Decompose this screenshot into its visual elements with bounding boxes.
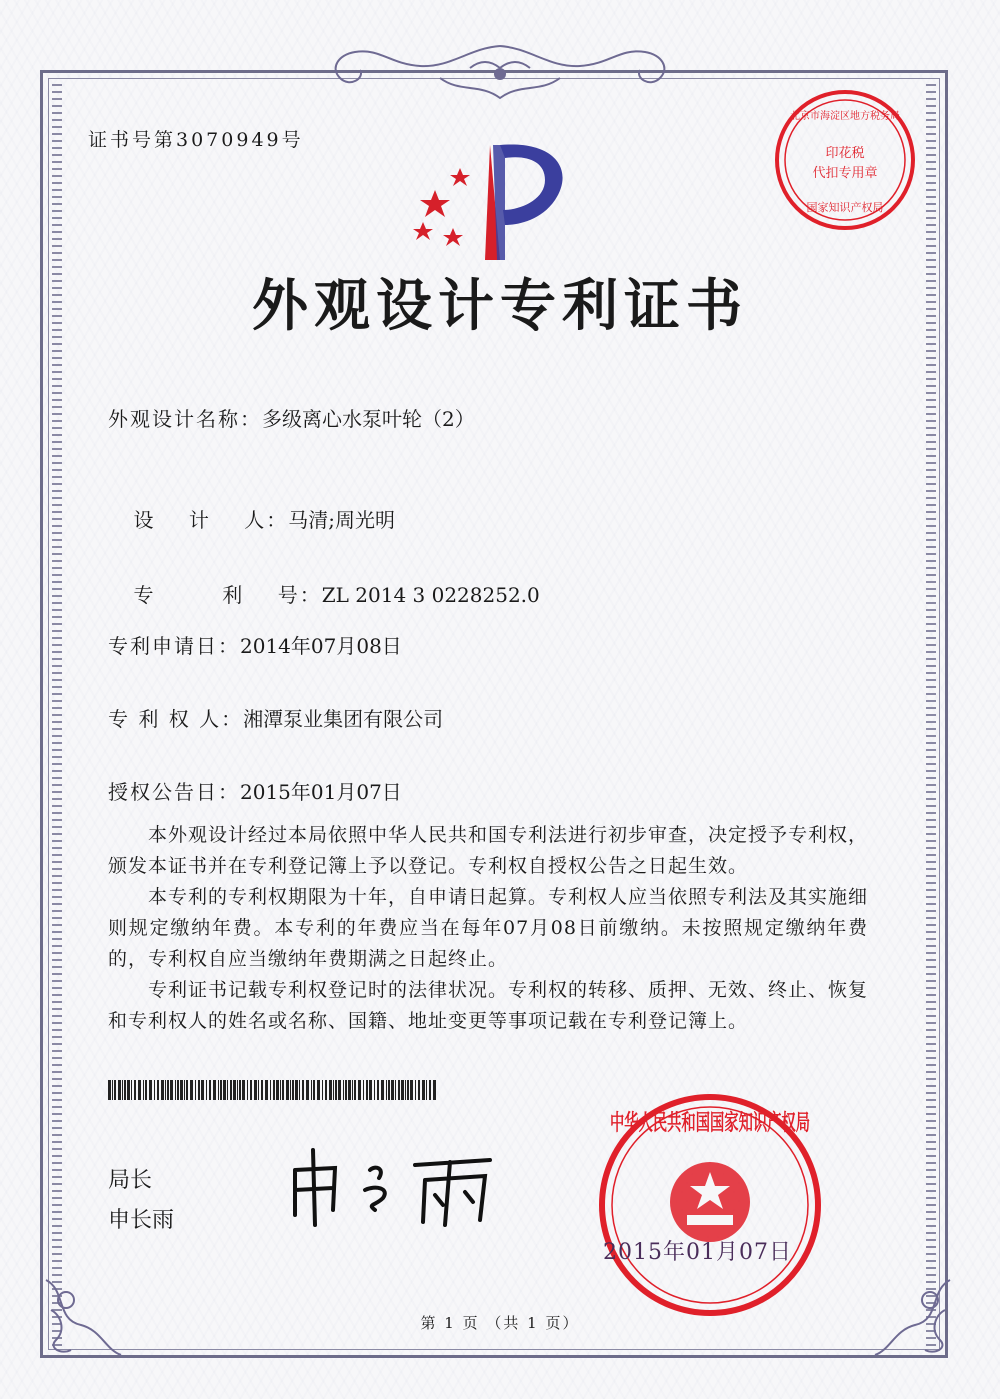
certificate-title: 外观设计专利证书 [252, 274, 748, 339]
barcode-bar [157, 1080, 159, 1100]
barcode-bar [175, 1080, 176, 1100]
field-designer [108, 480, 395, 557]
body-text [108, 820, 868, 1037]
field-value: 湘潭泵业集团有限公司 [243, 707, 444, 731]
barcode-bar [180, 1080, 183, 1100]
barcode-bar [201, 1080, 204, 1100]
barcode-bar [167, 1080, 169, 1100]
seal-bottom-text: 国家知识产权局 [806, 201, 884, 214]
field-label: 专 利 号： [133, 583, 322, 607]
barcode-bar [401, 1080, 404, 1100]
barcode-bar [317, 1080, 320, 1100]
barcode-bar [276, 1080, 279, 1100]
barcode-bar [348, 1080, 351, 1100]
barcode-bar [237, 1080, 238, 1100]
barcode-bar [124, 1080, 126, 1100]
barcode-bar [161, 1080, 164, 1100]
barcode-bar [363, 1080, 364, 1100]
barcode-bar [230, 1080, 232, 1100]
seal-top-text: 北京市海淀区地方税务局 [790, 111, 900, 122]
barcode-bar [374, 1080, 375, 1100]
seal-mid-text-2: 代扣专用章 [812, 166, 878, 181]
barcode-bar [254, 1080, 257, 1100]
barcode-bar [149, 1080, 152, 1100]
barcode-bar [242, 1080, 245, 1100]
barcode-bar [343, 1080, 344, 1100]
barcode-bar [388, 1080, 390, 1100]
barcode-bar [190, 1080, 193, 1100]
barcode-bar [165, 1080, 166, 1100]
barcode-bar [335, 1080, 337, 1100]
barcode-bar [358, 1080, 361, 1100]
barcode-bar [386, 1080, 387, 1100]
field-patentee [108, 703, 443, 732]
body-paragraph-1: 本外观设计经过本局依照中华人民共和国专利法进行初步审查，决定授予专利权，颁发本证书并在专利登记簿上予以登记。专利权自授权公告之日起生效。 [108, 824, 869, 877]
barcode-bar [177, 1080, 179, 1100]
barcode-bar [258, 1080, 259, 1100]
barcode-bar [250, 1080, 252, 1100]
seal-main-text: 中华人民共和国国家知识产权局 [610, 1111, 919, 1136]
barcode-bar [290, 1080, 291, 1100]
barcode-bar [118, 1080, 121, 1100]
barcode-bar [206, 1080, 207, 1100]
barcode-bar [313, 1080, 315, 1100]
barcode-bar [377, 1080, 379, 1100]
barcode-bar [381, 1080, 384, 1100]
barcode-bar [198, 1080, 200, 1100]
barcode-bar [354, 1080, 356, 1100]
field-value: 多级离心水泵叶轮（2） [262, 407, 475, 431]
barcode-bar [426, 1080, 427, 1100]
barcode-bar [220, 1080, 222, 1100]
barcode-bar [398, 1080, 400, 1100]
director-title: 局长 [108, 1168, 153, 1193]
barcode-bar [282, 1080, 284, 1100]
field-label: 专 利 权 人： [108, 707, 244, 731]
body-paragraph-2: 本专利的专利权期限为十年，自申请日起算。专利权人应当依照专利法及其实施细则规定缴纳年费。本专利的年费应当在每年07月08日前缴纳。未按照规定缴纳年费的，专利权自应当缴纳年费期满之日起终止。 [108, 886, 869, 970]
barcode-bar [418, 1080, 420, 1100]
seal-mid-text-1: 印花税 [825, 146, 865, 161]
barcode-bar [429, 1080, 431, 1100]
barcode-bar [239, 1080, 241, 1100]
barcode-bar [325, 1080, 327, 1100]
barcode-bar [227, 1080, 228, 1100]
barcode-bar [108, 1080, 111, 1100]
patent-emblem-logo [405, 140, 585, 260]
field-value: ZL 2014 3 0228252.0 [321, 583, 540, 607]
barcode-bar [114, 1080, 116, 1100]
tax-stamp-seal [770, 85, 920, 235]
barcode-bar [280, 1080, 281, 1100]
field-value: 2015年01月07日 [240, 780, 402, 804]
barcode-bar [306, 1080, 309, 1100]
director-name: 申长雨 [108, 1208, 175, 1233]
star-icons [413, 168, 470, 246]
field-label: 外观设计名称： [108, 407, 262, 431]
field-value: 马清;周光明 [288, 508, 396, 532]
field-label: 专利申请日： [108, 634, 240, 658]
barcode-bar [273, 1080, 275, 1100]
barcode-bar [292, 1080, 294, 1100]
barcode-bar [415, 1080, 416, 1100]
barcode-bar [333, 1080, 334, 1100]
certificate-number: 证书号第3070949号 [88, 129, 304, 151]
barcode-bar [247, 1080, 248, 1100]
field-application-date [108, 630, 402, 659]
body-paragraph-3: 专利证书记载专利权登记时的法律状况。专利权的转移、质押、无效、终止、恢复和专利权人的姓名或名称、国籍、地址变更等事项记载在专利登记簿上。 [108, 979, 869, 1032]
barcode-bar [366, 1080, 368, 1100]
barcode-bar [209, 1080, 211, 1100]
barcode-bar [395, 1080, 396, 1100]
barcode-bar [410, 1080, 413, 1100]
barcode-bar [170, 1080, 173, 1100]
seal-date: 2015年01月07日 [603, 1240, 792, 1265]
barcode-bar [295, 1080, 298, 1100]
barcode-bar [261, 1080, 263, 1100]
official-seal [595, 1090, 919, 1320]
director-signature [275, 1140, 515, 1230]
barcode-bar [302, 1080, 304, 1100]
barcode-bar [186, 1080, 188, 1100]
barcode-bar [138, 1080, 141, 1100]
barcode-bar [352, 1080, 353, 1100]
barcode-bar [127, 1080, 130, 1100]
barcode-bar [131, 1080, 132, 1100]
field-announcement-date [108, 776, 402, 805]
barcode-bar [311, 1080, 312, 1100]
barcode-bar [218, 1080, 219, 1100]
barcode-bar [286, 1080, 289, 1100]
barcode-bar [422, 1080, 425, 1100]
barcode-bar [134, 1080, 136, 1100]
barcode-bar [233, 1080, 236, 1100]
barcode-bar [223, 1080, 226, 1100]
barcode-bar [154, 1080, 155, 1100]
barcode [108, 1080, 438, 1100]
field-design-name [108, 403, 475, 432]
barcode-bar [184, 1080, 185, 1100]
barcode-bar [407, 1080, 409, 1100]
barcode-bar [112, 1080, 113, 1100]
barcode-bar [299, 1080, 300, 1100]
field-label: 授权公告日： [108, 780, 240, 804]
barcode-bar [270, 1080, 271, 1100]
barcode-bar [369, 1080, 372, 1100]
barcode-bar [405, 1080, 406, 1100]
barcode-bar [345, 1080, 347, 1100]
page-number: 第 1 页 （共 1 页） [420, 1314, 580, 1332]
barcode-bar [329, 1080, 332, 1100]
barcode-bar [265, 1080, 268, 1100]
field-label: 设 计 人： [133, 508, 289, 532]
barcode-bar [122, 1080, 123, 1100]
barcode-bar [195, 1080, 196, 1100]
top-ornament [320, 38, 680, 108]
field-value: 2014年07月08日 [240, 634, 402, 658]
barcode-bar [338, 1080, 341, 1100]
barcode-bar [322, 1080, 323, 1100]
barcode-bar [143, 1080, 144, 1100]
barcode-bar [391, 1080, 394, 1100]
field-patent-number [108, 555, 540, 632]
barcode-bar [433, 1080, 436, 1100]
barcode-bar [145, 1080, 147, 1100]
barcode-bar [213, 1080, 216, 1100]
